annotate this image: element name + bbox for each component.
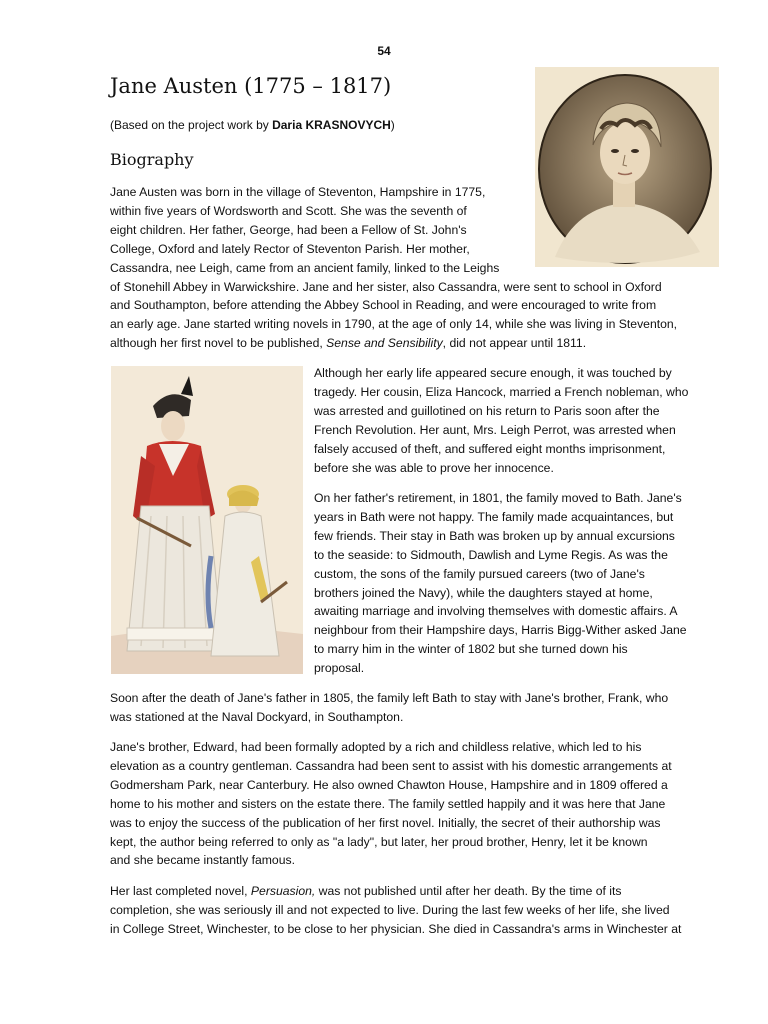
text-line: Jane's brother, Edward, had been formally adopted by a rich and childless relative, which led to his	[110, 740, 642, 754]
text-line: completion, she was seriously ill and not expected to live. During the last few weeks of her life, she lived	[110, 902, 670, 917]
text-line: to marry him in the winter of 1802 but she turned down his	[314, 642, 628, 657]
text-line: although her first novel to be published,	[110, 336, 327, 351]
paragraph-6	[110, 882, 681, 939]
text-line: falsely accused of theft, and suffered eight months imprisonment,	[314, 441, 666, 456]
credit-prefix: (Based on the project work by	[110, 118, 273, 132]
text-line: to the seaside: to Sidmouth, Dawlish and Lyme Regis. As was the	[314, 547, 668, 562]
text-line: of Stonehill Abbey in Warwickshire. Jane and her sister, also Cassandra, were sent to school in Oxford	[110, 279, 662, 294]
text-line: eight children. Her father, George, had been a Fellow of St. John's	[110, 222, 467, 237]
text-line: proposal.	[314, 661, 365, 676]
text-line: an early age. Jane started writing novels in 1790, at the age of only 14, while she was living in Steventon,	[110, 317, 678, 332]
text-line: kept, the author being referred to only as "a lady", but later, her proud brother, Henry, let it be known	[110, 834, 648, 849]
text-line: was stationed at the Naval Dockyard, in Southampton.	[110, 709, 404, 724]
text-line: custom, the sons of the family pursued careers (two of Jane's	[314, 566, 645, 581]
text-line: Her last completed novel,	[110, 884, 251, 898]
text-line: elevation as a country gentleman. Cassandra had been sent to assist with his domestic arrangements at	[110, 758, 672, 773]
credit-line	[110, 118, 395, 132]
text-line: Godmersham Park, near Canterbury. He also owned Chawton House, Hampshire and in 1809 offered a	[110, 777, 668, 792]
text-line: Soon after the death of Jane's father in 1805, the family left Bath to stay with Jane's brother, Frank, who	[110, 691, 669, 705]
text-line: years in Bath were not happy. The family made acquaintances, but	[314, 509, 674, 524]
illustration-image	[111, 366, 303, 674]
paragraph-5	[110, 738, 672, 870]
paragraph-1	[110, 183, 677, 353]
text-line: brothers joined the Navy), while the daughters stayed at home,	[314, 585, 653, 600]
text-line: was to enjoy the success of the publication of her first novel. Initially, the secret of their authorship was	[110, 815, 661, 830]
text-line: , did not appear until 1811.	[442, 336, 587, 351]
text-line: was not published until after her death. By the time of its	[315, 884, 622, 898]
paragraph-4	[110, 689, 668, 727]
text-line: and Southampton, before attending the Abbey School in Reading, and were encouraged to write from	[110, 298, 657, 313]
credit-suffix: )	[390, 118, 395, 132]
text-line: awaiting marriage and involving themselves with domestic affairs. A	[314, 604, 678, 619]
text-line: before she was able to prove her innocence.	[314, 460, 554, 475]
text-line: few friends. Their stay in Bath was broken up by annual excursions	[314, 528, 675, 543]
paragraph-3	[314, 489, 687, 678]
paragraph-2	[314, 364, 688, 477]
text-line: Jane Austen was born in the village of Steventon, Hampshire in 1775,	[110, 185, 486, 199]
text-line: and she became instantly famous.	[110, 853, 295, 868]
text-line: within five years of Wordsworth and Scott. She was the seventh of	[110, 203, 467, 218]
book-title-sense-and-sensibility: Sense and Sensibility	[326, 336, 443, 351]
text-line: College, Oxford and lately Rector of Steventon Parish. Her mother,	[110, 241, 470, 256]
page-title: Jane Austen (1775 – 1817)	[110, 74, 392, 98]
text-line: Although her early life appeared secure enough, it was touched by	[314, 366, 672, 380]
book-title-persuasion: Persuasion,	[250, 884, 316, 898]
section-heading-biography: Biography	[110, 150, 194, 169]
text-line: Cassandra, nee Leigh, came from an ancient family, linked to the Leighs	[110, 260, 500, 275]
page-number: 54	[377, 44, 391, 58]
text-line: On her father's retirement, in 1801, the family moved to Bath. Jane's	[314, 491, 682, 505]
text-line: home to his mother and sisters on the estate there. The family settled happily and it was here that Jane	[110, 796, 666, 811]
credit-author: Daria KRASNOVYCH	[272, 118, 391, 132]
text-line: tragedy. Her cousin, Eliza Hancock, married a French nobleman, who	[314, 384, 689, 399]
text-line: French Revolution. Her aunt, Mrs. Leigh Perrot, was arrested when	[314, 422, 676, 437]
text-line: in College Street, Winchester, to be close to her physician. She died in Cassandra's arms in Winchester at	[110, 921, 682, 936]
text-line: neighbour from their Hampshire days, Harris Bigg-Wither asked Jane	[314, 623, 687, 638]
text-line: was arrested and guillotined on his return to Paris soon after the	[314, 403, 660, 418]
